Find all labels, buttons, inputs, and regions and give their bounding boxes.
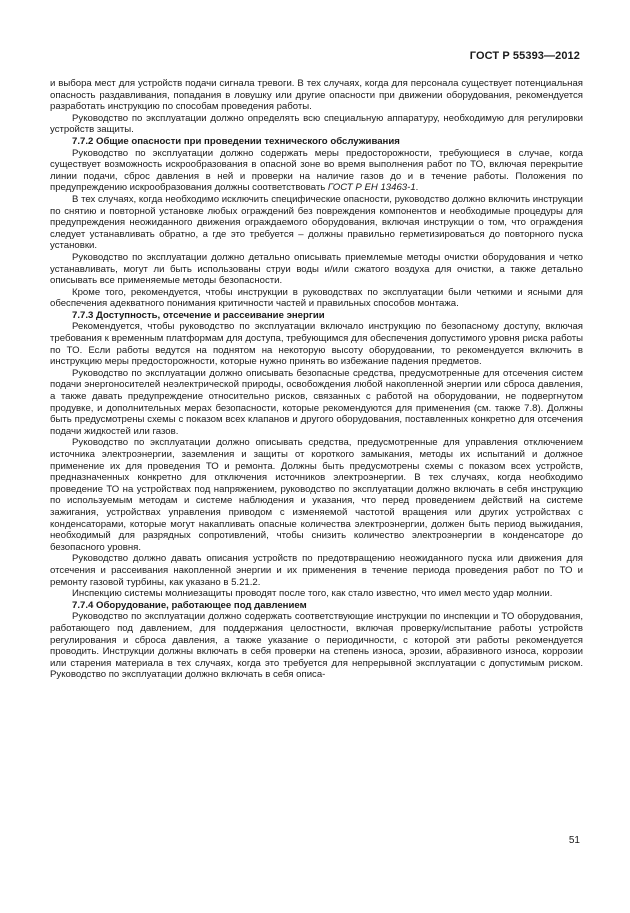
section-heading-7-7-3: 7.7.3 Доступность, отсечение и рассеивание энергии — [72, 309, 325, 321]
paragraph: В тех случаях, когда необходимо исключить специфические опасности, руководство должно включить инструкции по снятию и повторной установке любых ограждений без повреждения компонентов и необходимые процедуры для предупреждения неожиданного движения ограждаемого оборудования, включая инструкции о том, что ограждения следует устанавливать обратно, а где это требуется – должны правильно герметизироваться до повторного пуска установки. — [50, 193, 583, 252]
paragraph-text: Руководство по эксплуатации должно содержать меры предосторожности, требующиеся в случае, когда существует возможность искрообразования в опасной зоне во время выполнения работ по ТО, включая перекрытие линии подачи, сброс давления в ней и проверки на наличие газов до и в течение работы. Положения по предупреждению искрообразования должны соответствовать — [50, 147, 583, 194]
paragraph: Руководство по эксплуатации должно описывать безопасные средства, предусмотренные для отсечения систем подачи энергоносителей неэлектрической природы, освобождения любой накопленной энергии или сброса давления, а также давать предупреждение относительно рисков, связанных с работой на оборудовании, не подвергнутом продувке, и дополнительных мерах безопасности, которые рекомендуются для применения (см. также 7.8). Должны быть предусмотрены схемы с показом всех клапанов и другого оборудования, поставленных конкретно для отсечения подачи жидкостей или газов. — [50, 367, 583, 437]
paragraph: Руководство по эксплуатации должно содержать соответствующие инструкции по инспекции и ТО оборудования, работающего под давлением, для поддержания целостности, включая проверку/испытание работы устройств регулирования и сброса давления, а также указание о периодичности, с которой эти работы рекомендуется проводить. Инструкции должны включать в себя проверки на степень износа, эрозии, абразивного износа, коррозии или старения материала в тех случаях, когда это требуется для непрерывной эксплуатации с допустимым риском. Руководство по эксплуатации должно включать в себя описа- — [50, 611, 583, 681]
page-number: 51 — [568, 835, 580, 846]
paragraph — [50, 148, 583, 194]
paragraph: Рекомендуется, чтобы руководство по эксплуатации включало инструкцию по безопасному доступу, включая требования к временным платформам для доступа, требующимся для обеспечения допустимого уровня риска работы по ТО. Если работы ведутся на поднятом на некоторую высоту оборудовании, то рекомендуется включить в инструкцию меры предосторожности, которые нужно принять во избежание падения предметов. — [50, 321, 583, 368]
paragraph: Руководство по эксплуатации должно описывать средства, предусмотренные для управления отключением источника электроэнергии, заземления и защиты от короткого замыкания, методы их испытаний и должное применение их для проведения ТО и ремонта. Должны быть предусмотрены схемы с показом всех устройств, предназначенных конкретно для отключения источников электроэнергии. В тех случаях, когда необходимо проведение ТО на устройствах под напряжением, руководство по эксплуатации должно включать в себя инструкцию по используемым методам и системе наблюдения и указания, что перед проведением действий на системе зажигания, устройствах управления приводом с изменяемой частотой вращения или других устройствах с конденсаторами, которые могут накапливать опасные количества электроэнергии, должен быть период выжидания, необходимый для разрядных сопротивлений, чтобы снизить количество электроэнергии в конденсаторе до безопасного уровня. — [50, 437, 583, 553]
paragraph: Руководство должно давать описания устройств по предотвращению неожиданного пуска или движения для отсечения и рассеивания накопленной энергии и их применения в течение периода проведения работ по ТО и ремонту газовой турбины, как указано в 5.21.2. — [50, 553, 583, 588]
paragraph: Кроме того, рекомендуется, чтобы инструкции в руководствах по эксплуатации были четкими и ясными для обеспечения адекватного понимания критичности частей и правильных способов монтажа. — [50, 286, 583, 310]
paragraph: и выбора мест для устройств подачи сигнала тревоги. В тех случаях, когда для персонала существует потенциальная опасность раздавливания, попадания в ловушку или другие опасности при движении оборудования, рекомендуется разработать инструкцию по способам проведения работы. — [50, 78, 583, 113]
paragraph: Руководство по эксплуатации должно детально описывать приемлемые методы очистки оборудования и четко устанавливать, могут ли быть использованы струи воды и/или сжатого воздуха для очистки, а также детально описывать все применяемые методы безопасности. — [50, 251, 583, 287]
paragraph: Руководство по эксплуатации должно определять всю специальную аппаратуру, необходимую для регулировки устройств защиты. — [50, 112, 583, 136]
section-heading-7-7-4: 7.7.4 Оборудование, работающее под давлением — [72, 599, 307, 611]
standard-reference: ГОСТ Р ЕН 13463-1 — [327, 182, 416, 194]
paragraph-tail: . — [415, 182, 419, 194]
section-heading-7-7-2: 7.7.2 Общие опасности при проведении технического обслуживания — [72, 135, 400, 147]
standard-header: ГОСТ Р 55393—2012 — [469, 50, 580, 62]
document-body — [50, 78, 583, 681]
paragraph: Инспекцию системы молниезащиты проводят после того, как стало известно, что имел место удар молнии. — [72, 588, 553, 600]
